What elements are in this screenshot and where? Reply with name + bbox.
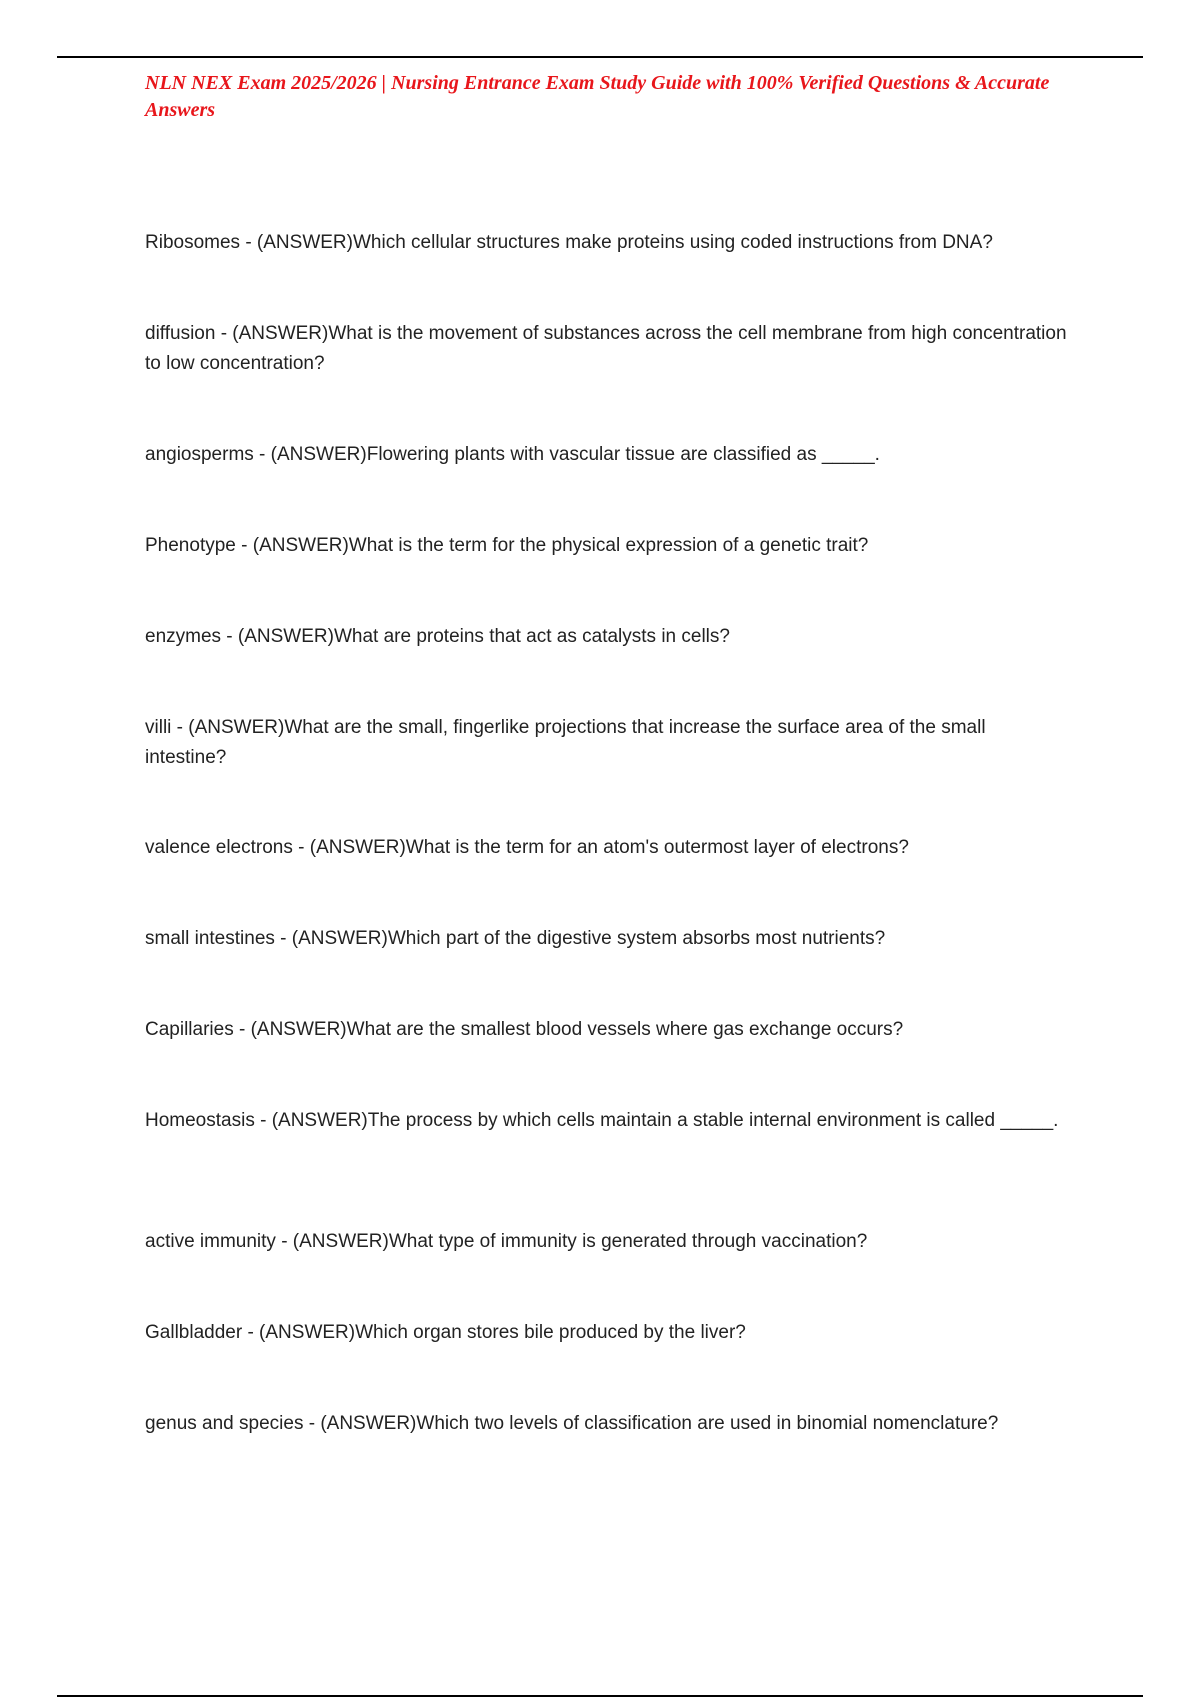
qa-entry: Gallbladder - (ANSWER)Which organ stores bile produced by the liver?	[145, 1322, 746, 1343]
qa-entry: genus and species - (ANSWER)Which two levels of classification are used in binomial nomenclature?	[145, 1413, 999, 1434]
qa-entry: Ribosomes - (ANSWER)Which cellular structures make proteins using coded instructions from DNA?	[145, 232, 993, 253]
qa-entry: valence electrons - (ANSWER)What is the term for an atom's outermost layer of electrons?	[145, 837, 909, 858]
qa-entry: Phenotype - (ANSWER)What is the term for the physical expression of a genetic trait?	[145, 535, 869, 556]
qa-entry: angiosperms - (ANSWER)Flowering plants with vascular tissue are classified as _____.	[145, 444, 880, 465]
qa-entry: active immunity - (ANSWER)What type of immunity is generated through vaccination?	[145, 1231, 868, 1252]
qa-entry: diffusion - (ANSWER)What is the movement of substances across the cell membrane from high concentration to low concentration?	[145, 323, 1067, 374]
qa-entry: small intestines - (ANSWER)Which part of the digestive system absorbs most nutrients?	[145, 928, 886, 949]
qa-entry: Homeostasis - (ANSWER)The process by which cells maintain a stable internal environment is called _____.	[145, 1110, 1059, 1131]
qa-entry: Capillaries - (ANSWER)What are the smallest blood vessels where gas exchange occurs?	[145, 1019, 904, 1040]
document-title: NLN NEX Exam 2025/2026 | Nursing Entrance Exam Study Guide with 100% Verified Questions & Accurate Answers	[145, 72, 1050, 121]
top-divider	[57, 56, 1143, 58]
qa-entry: enzymes - (ANSWER)What are proteins that act as catalysts in cells?	[145, 626, 730, 647]
qa-entry: villi - (ANSWER)What are the small, fingerlike projections that increase the surface area of the small intestine?	[145, 717, 986, 768]
bottom-divider	[57, 1695, 1143, 1697]
